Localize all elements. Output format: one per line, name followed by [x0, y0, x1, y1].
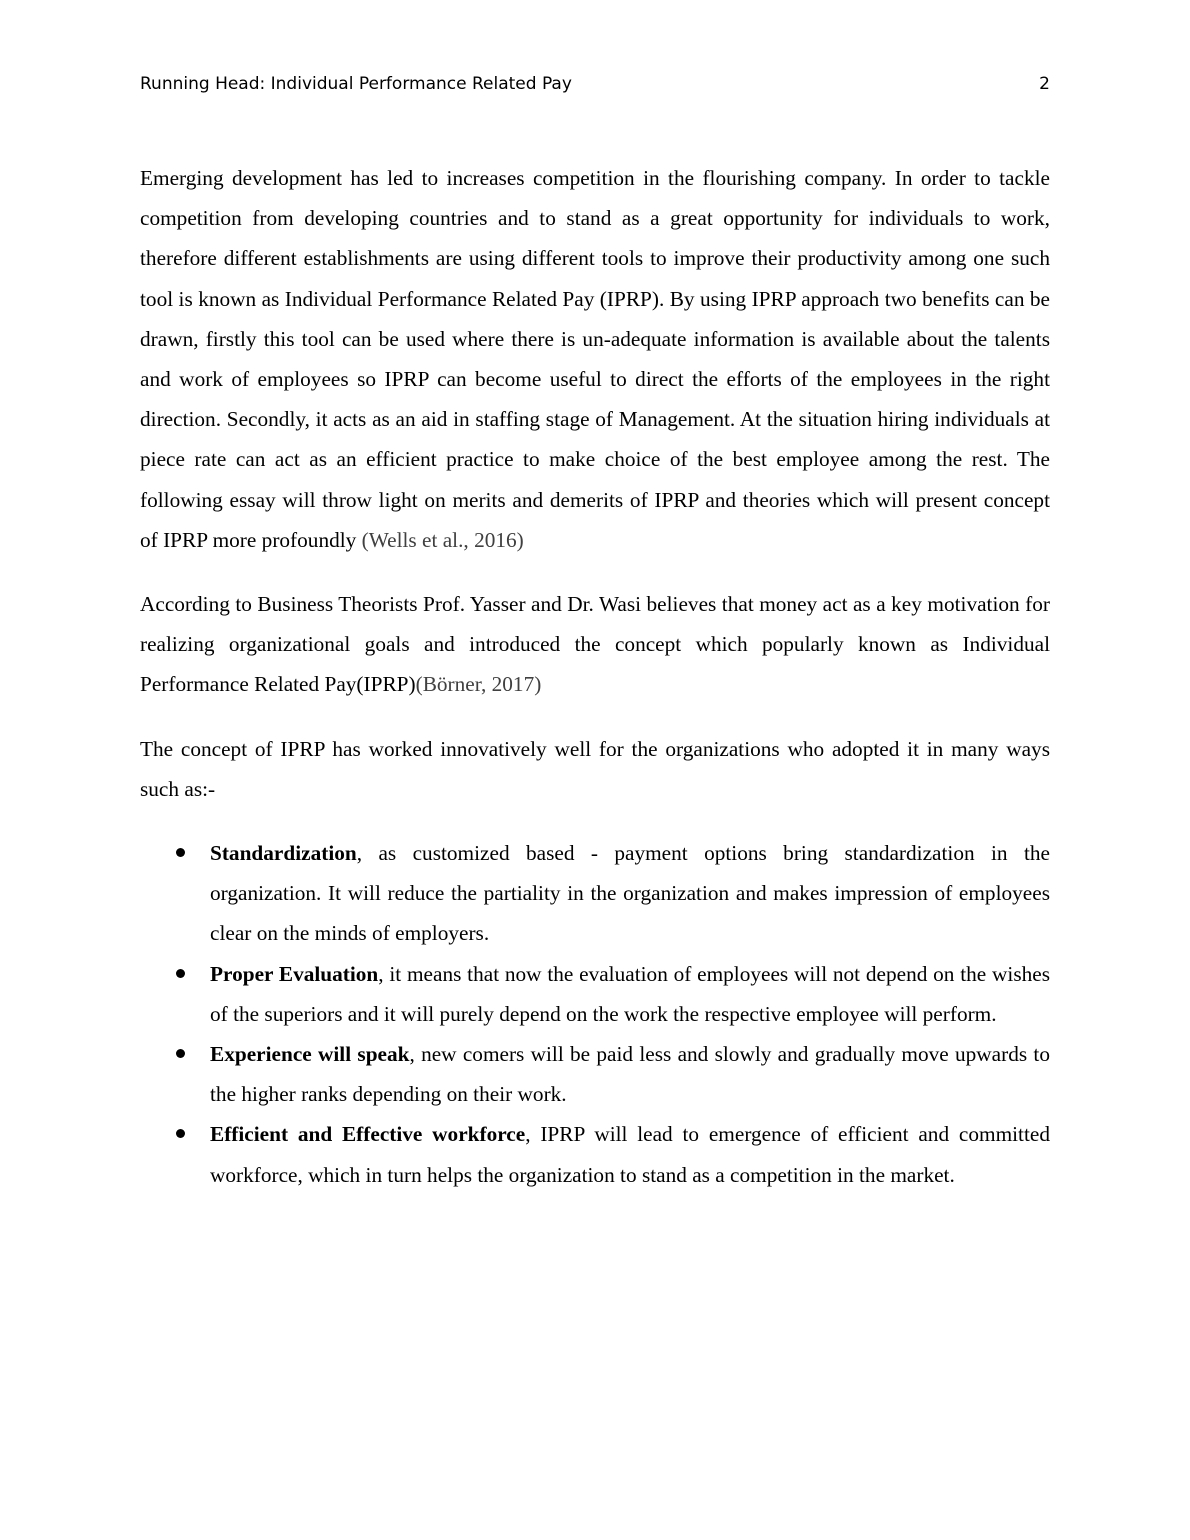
document-body — [140, 158, 1050, 1195]
benefits-list — [140, 833, 1050, 1195]
list-item — [140, 1034, 1050, 1114]
bullet-term: Proper Evaluation — [210, 961, 379, 986]
bullet-term: Efficient and Effective workforce — [210, 1122, 526, 1147]
citation: (Börner, 2017) — [415, 672, 542, 697]
running-head: Running Head: Individual Performance Related Pay — [140, 74, 572, 94]
paragraph-intro — [140, 158, 1050, 560]
bullet-text: , IPRP will lead to emergence of efficient and committed workforce, which in turn helps the organization to stand as a competition in the market. — [210, 1122, 1050, 1187]
bullet-text: , it means that now the evaluation of employees will not depend on the wishes of the superiors and it will purely depend on the work the respective employee will perform. — [210, 961, 1050, 1026]
paragraph-text: According to Business Theorists Prof. Yasser and Dr. Wasi believes that money act as a key motivation for realizing organizational goals and introduced the concept which popularly known as Individual Performance Related Pay(IPRP) — [140, 592, 1050, 697]
paragraph-theorists — [140, 584, 1050, 705]
paragraph-text: The concept of IPRP has worked innovatively well for the organizations who adopted it in many ways such as:- — [140, 736, 1050, 801]
list-item — [140, 1114, 1050, 1194]
bullet-icon — [176, 1129, 185, 1138]
bullet-text: , new comers will be paid less and slowly and gradually move upwards to the higher ranks depending on their work. — [210, 1042, 1050, 1107]
list-item — [140, 954, 1050, 1034]
list-item — [140, 833, 1050, 954]
bullet-icon — [176, 969, 185, 978]
citation: (Wells et al., 2016) — [361, 527, 524, 552]
bullet-icon — [176, 1049, 185, 1058]
paragraph-concept — [140, 729, 1050, 809]
page-number: 2 — [1039, 74, 1050, 94]
bullet-term: Experience will speak — [210, 1042, 410, 1067]
page-header — [140, 70, 1050, 98]
paragraph-text: Emerging development has led to increases competition in the flourishing company. In order to tackle competition from developing countries and to stand as a great opportunity for individuals to work, therefore different establishments are using different tools to improve their productivity among one such tool is known as Individual Performance Related Pay (IPRP). By using IPRP approach two benefits can be drawn, firstly this tool can be used where there is un-adequate information is available about the talents and work of employees so IPRP can become useful to direct the efforts of the employees in the right direction. Secondly, it acts as an aid in staffing stage of Management. At the situation hiring individuals at piece rate can act as an efficient practice to make choice of the best employee among the rest. The following essay will throw light on merits and demerits of IPRP and theories which will present concept of IPRP more profoundly — [140, 166, 1050, 552]
bullet-text: , as customized based - payment options bring standardization in the organization. It will reduce the partiality in the organization and makes impression of employees clear on the minds of employers. — [210, 841, 1050, 946]
bullet-term: Standardization — [210, 841, 357, 866]
bullet-icon — [176, 848, 185, 857]
